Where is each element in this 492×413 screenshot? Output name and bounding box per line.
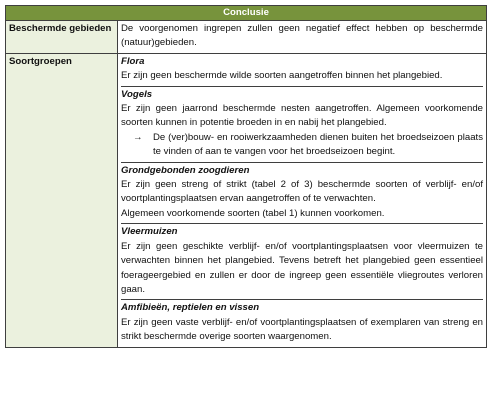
arrow-right-icon: → [133,131,143,143]
table-row [6,21,487,54]
bullet-item-vogels [121,131,483,160]
section-text-vleermuizen: Er zijn geen geschikte verblijf- en/of voortplantingsplaatsen voor vleermuizen te verwachten binnen het plangebied. Tevens betreft het plangebied geen essentieel foerageergebied en zullen er door de ingreep geen essentiële vliegroutes verloren gaan. [121,240,483,295]
section-flora [121,54,483,87]
table-header: Conclusie [6,6,487,21]
section-text-amfibieen: Er zijn geen vaste verblijf- en/of voortplantingsplaatsen of exemplaren van streng en strikt beschermde overige soorten waargenomen. [121,316,483,343]
row-label-soortgroepen: Soortgroepen [6,53,118,347]
section-text2-zoogdieren: Algemeen voorkomende soorten (tabel 1) kunnen voorkomen. [121,207,385,219]
table-header-row [6,6,487,21]
section-title-flora: Flora [121,55,145,67]
bullet-text-vogels: De (ver)bouw- en rooiwerkzaamheden dienen buiten het broedseizoen plaats te vinden of aan te vangen voor het broedseizoen begint. [153,131,483,158]
row-text-beschermde-gebieden: De voorgenomen ingrepen zullen geen negatief effect hebben op beschermde (natuur)gebieden. [118,21,487,54]
section-title-amfibieen: Amfibieën, reptielen en vissen [121,302,260,314]
row-label-beschermde-gebieden: Beschermde gebieden [6,21,118,54]
section-vleermuizen [121,224,483,300]
section-vogels [121,87,483,163]
section-text-vogels: Er zijn geen jaarrond beschermde nesten aangetroffen. Algemeen voorkomende soorten kunnen in potentie broeden in en nabij het plangebied. [121,103,483,129]
section-title-vleermuizen: Vleermuizen [121,226,178,238]
section-text-zoogdieren: Er zijn geen streng of strikt (tabel 2 of 3) beschermde soorten of verblijf- en/of voortplantingsplaatsen ervan aangetroffen of te verwachten. [121,179,483,205]
soortgroepen-cell [118,53,487,347]
table-row [6,53,487,347]
section-amfibieen [121,300,483,346]
conclusie-table [5,5,487,348]
section-title-zoogdieren: Grondgebonden zoogdieren [121,164,250,176]
section-title-vogels: Vogels [121,88,153,100]
section-zoogdieren [121,163,483,225]
section-text-flora: Er zijn geen beschermde wilde soorten aangetroffen binnen het plangebied. [121,70,443,82]
